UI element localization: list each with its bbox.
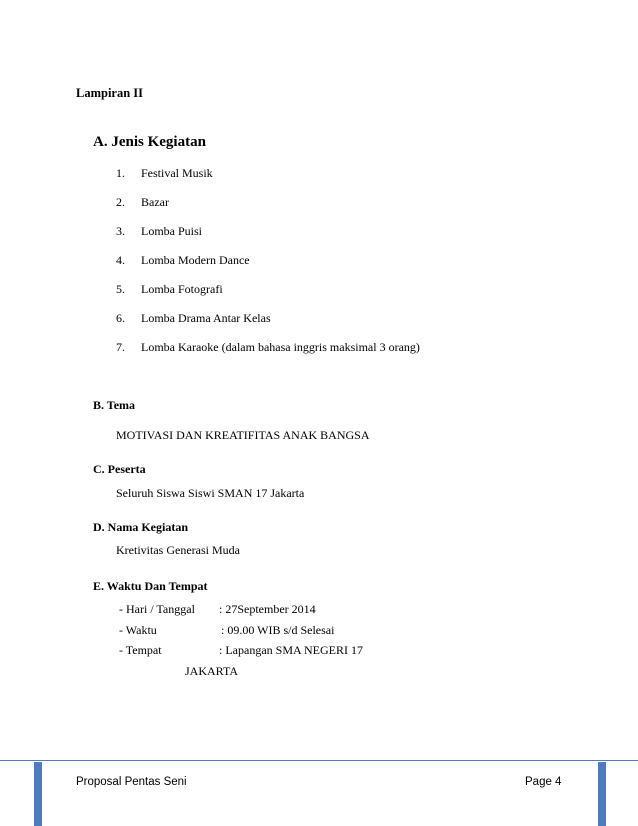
item-number: 1. bbox=[116, 166, 125, 180]
section-a-title: A. Jenis Kegiatan bbox=[93, 134, 206, 150]
section-c-body: Seluruh Siswa Siswi SMAN 17 Jakarta bbox=[116, 486, 305, 500]
page-number: Page 4 bbox=[525, 776, 562, 788]
section-c-label: C. Peserta bbox=[93, 462, 146, 476]
item-text: Lomba Karaoke (dalam bahasa inggris maksimal 3 orang) bbox=[141, 340, 420, 354]
schedule-key: - Tempat bbox=[119, 643, 162, 657]
item-text: Bazar bbox=[141, 195, 169, 209]
section-d-body: Kretivitas Generasi Muda bbox=[116, 543, 240, 557]
item-number: 4. bbox=[116, 253, 125, 267]
item-number: 2. bbox=[116, 195, 125, 209]
footer-rule bbox=[0, 760, 638, 761]
schedule-value: : 09.00 WIB s/d Selesai bbox=[221, 623, 335, 637]
item-text: Lomba Puisi bbox=[141, 224, 203, 238]
item-number: 3. bbox=[116, 224, 125, 238]
item-number: 6. bbox=[116, 311, 125, 325]
schedule-key: - Hari / Tanggal bbox=[119, 602, 195, 616]
item-text: Lomba Drama Antar Kelas bbox=[141, 311, 271, 325]
item-number: 5. bbox=[116, 282, 125, 296]
item-text: Festival Musik bbox=[141, 166, 213, 180]
schedule-continuation: JAKARTA bbox=[185, 664, 238, 678]
schedule-key: - Waktu bbox=[119, 623, 157, 637]
footer-title: Proposal Pentas Seni bbox=[76, 776, 187, 788]
item-number: 7. bbox=[116, 340, 125, 354]
schedule-value: : Lapangan SMA NEGERI 17 bbox=[219, 643, 363, 657]
item-text: Lomba Modern Dance bbox=[141, 253, 250, 267]
section-e-label: E. Waktu Dan Tempat bbox=[93, 579, 208, 593]
footer-bar-left bbox=[34, 762, 42, 826]
footer-bar-right bbox=[598, 762, 606, 826]
appendix-heading: Lampiran II bbox=[76, 86, 144, 100]
section-b-label: B. Tema bbox=[93, 398, 136, 412]
item-text: Lomba Fotografi bbox=[141, 282, 223, 296]
section-d-label: D. Nama Kegiatan bbox=[93, 520, 188, 534]
section-b-body: MOTIVASI DAN KREATIFITAS ANAK BANGSA bbox=[116, 428, 370, 442]
schedule-value: : 27September 2014 bbox=[219, 602, 316, 616]
